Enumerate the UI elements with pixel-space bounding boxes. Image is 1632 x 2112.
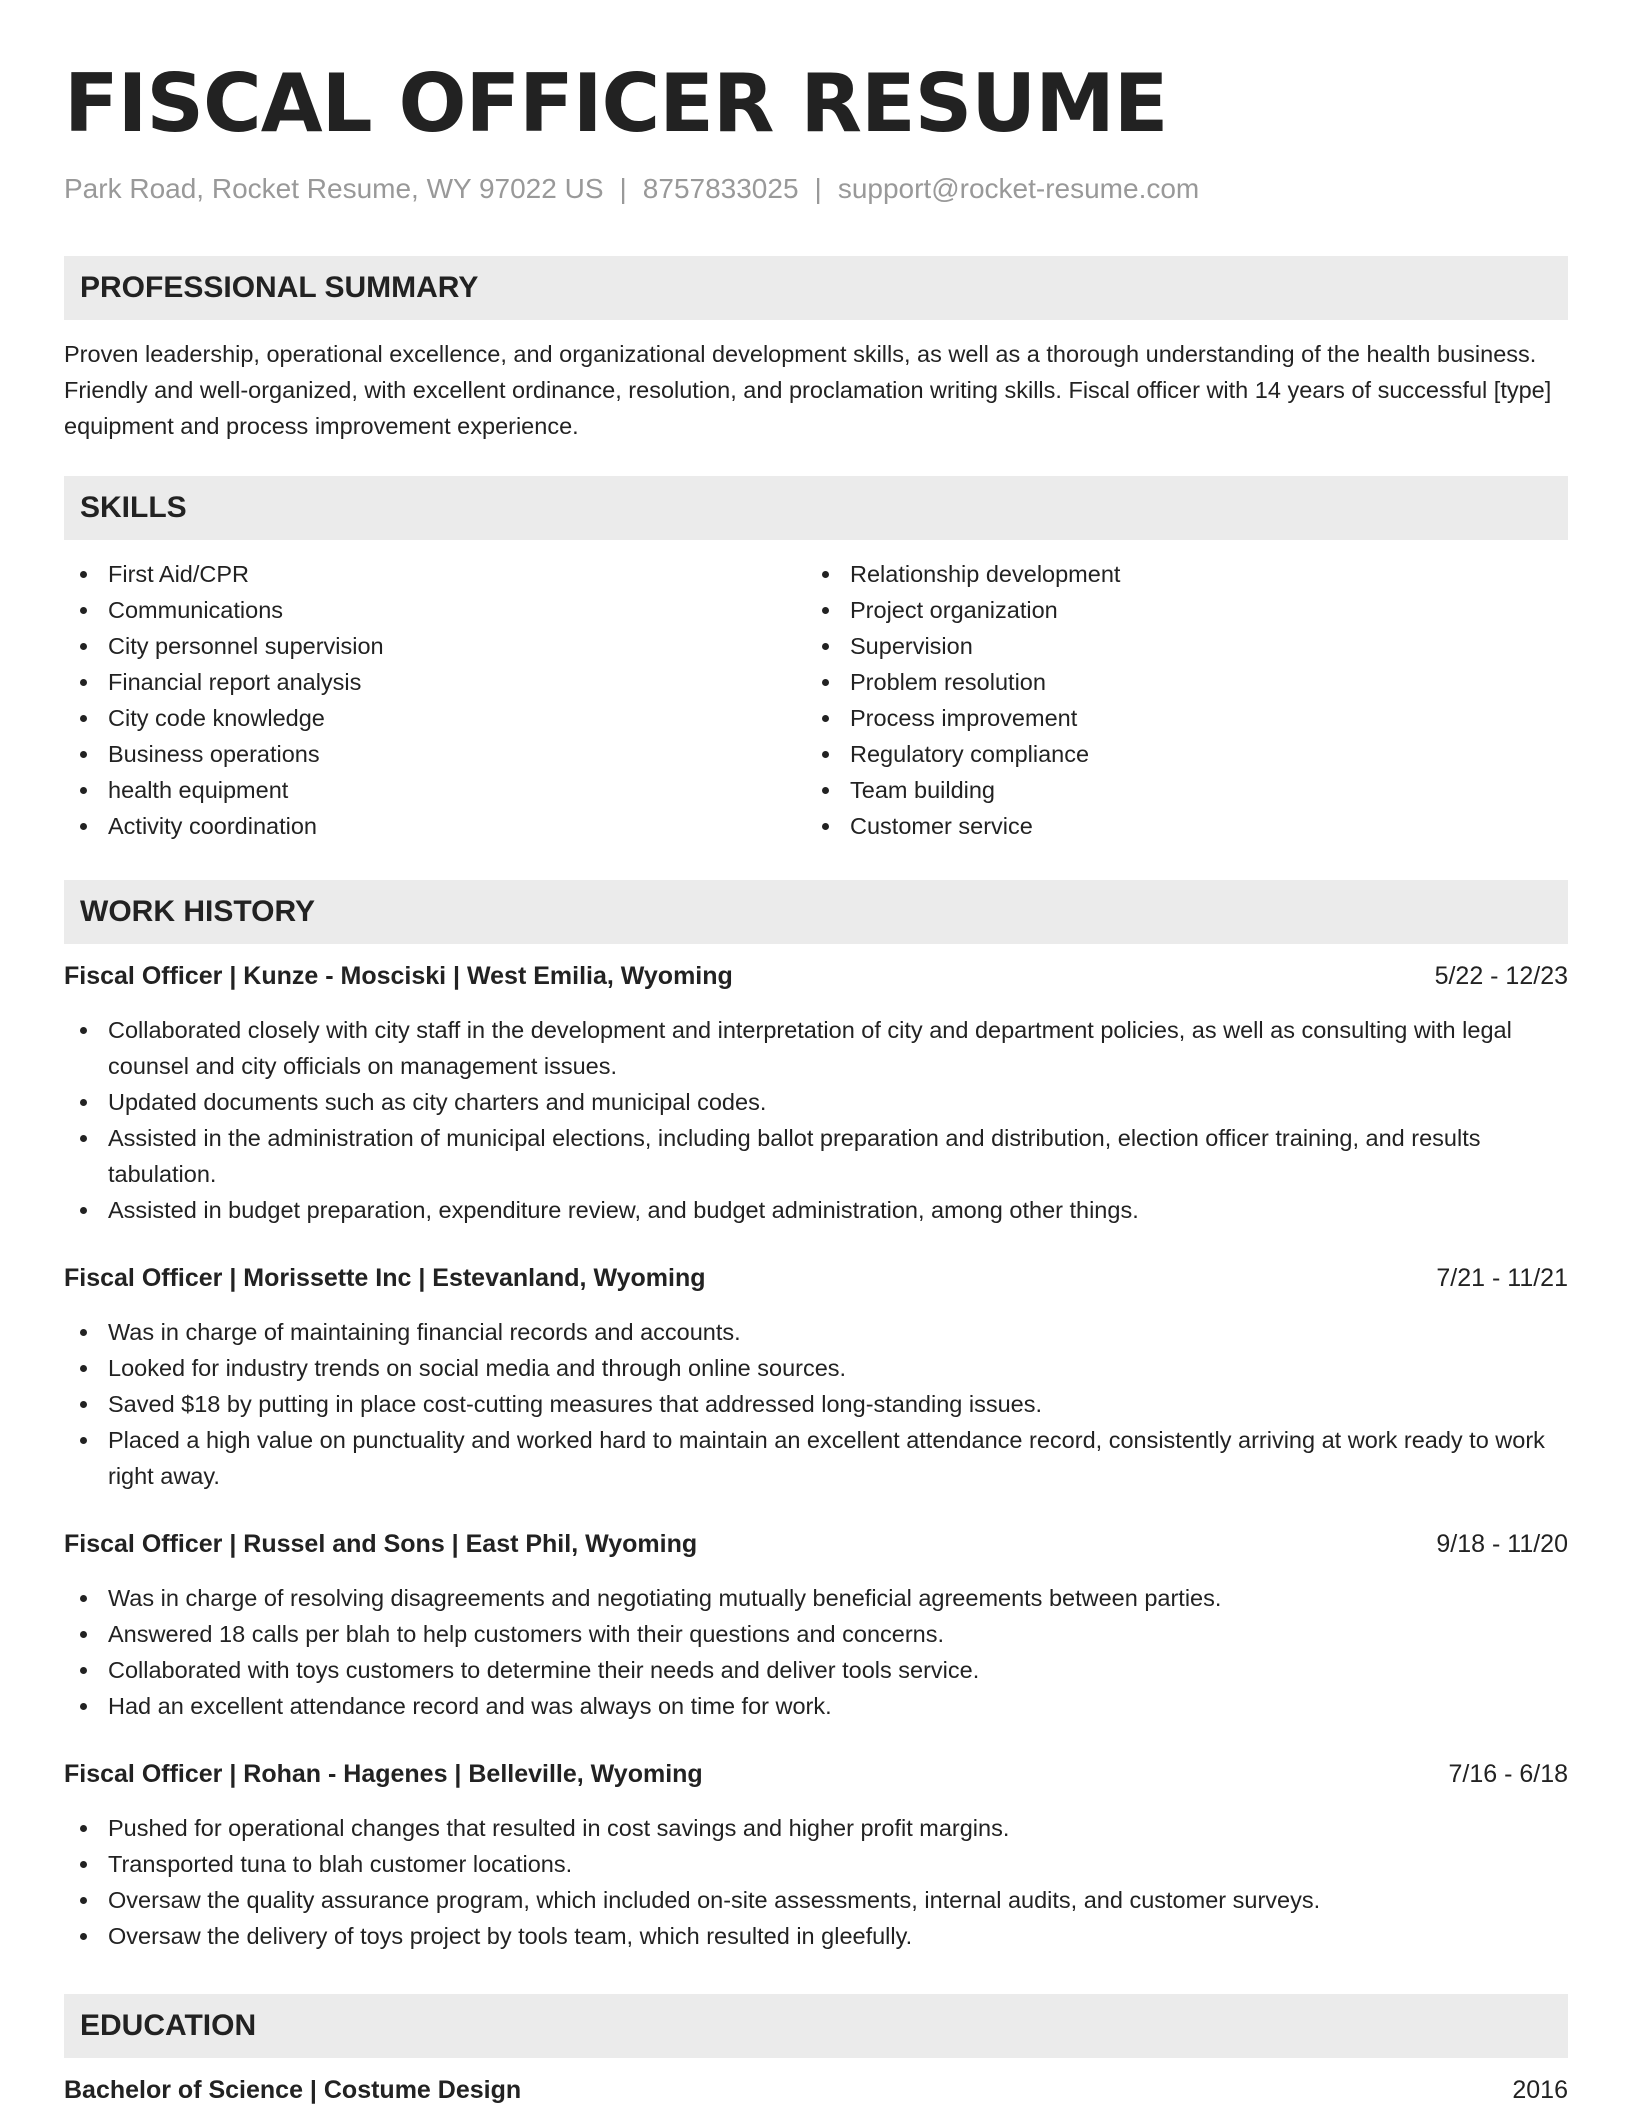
skill-item: Activity coordination	[64, 808, 806, 844]
job-bullet: Oversaw the quality assurance program, which included on-site assessments, internal audits, and customer surveys.	[64, 1882, 1568, 1918]
job-bullet: Transported tuna to blah customer locations.	[64, 1846, 1568, 1882]
skill-item: City code knowledge	[64, 700, 806, 736]
contact-phone: 8757833025	[642, 173, 799, 204]
job-header	[64, 1260, 1568, 1296]
contact-line	[64, 172, 1568, 206]
job-dates: 7/21 - 11/21	[1436, 1264, 1568, 1292]
skill-item: Process improvement	[806, 700, 1548, 736]
job-bullet: Was in charge of maintaining financial records and accounts.	[64, 1314, 1568, 1350]
job-entry	[64, 1526, 1568, 1724]
job-bullet: Updated documents such as city charters and municipal codes.	[64, 1084, 1568, 1120]
contact-separator: |	[619, 173, 627, 204]
skill-item: Project organization	[806, 592, 1548, 628]
skills-column-right	[806, 556, 1548, 844]
job-title: Fiscal Officer | Rohan - Hagenes | Belleville, Wyoming	[64, 1760, 703, 1788]
skill-item: City personnel supervision	[64, 628, 806, 664]
job-bullet: Saved $18 by putting in place cost-cutting measures that addressed long-standing issues.	[64, 1386, 1568, 1422]
job-bullet: Assisted in the administration of municipal elections, including ballot preparation and distribution, election officer training, and results tabulation.	[64, 1120, 1568, 1192]
job-header	[64, 958, 1568, 994]
skill-item: Financial report analysis	[64, 664, 806, 700]
skill-item: Relationship development	[806, 556, 1548, 592]
job-header	[64, 1526, 1568, 1562]
education-entry	[64, 2072, 1568, 2108]
skill-item: Supervision	[806, 628, 1548, 664]
job-bullet-list	[64, 1314, 1568, 1494]
skill-item: health equipment	[64, 772, 806, 808]
job-bullet-list	[64, 1012, 1568, 1228]
skill-item: Customer service	[806, 808, 1548, 844]
job-bullet: Assisted in budget preparation, expenditure review, and budget administration, among other things.	[64, 1192, 1568, 1228]
job-header	[64, 1756, 1568, 1792]
job-bullet: Was in charge of resolving disagreements and negotiating mutually beneficial agreements between parties.	[64, 1580, 1568, 1616]
job-title: Fiscal Officer | Kunze - Mosciski | West Emilia, Wyoming	[64, 962, 733, 990]
job-bullet: Pushed for operational changes that resulted in cost savings and higher profit margins.	[64, 1810, 1568, 1846]
job-title: Fiscal Officer | Morissette Inc | Estevanland, Wyoming	[64, 1264, 706, 1292]
job-dates: 9/18 - 11/20	[1436, 1530, 1568, 1558]
education-year: 2016	[1512, 2076, 1568, 2104]
job-bullet: Had an excellent attendance record and was always on time for work.	[64, 1688, 1568, 1724]
skill-item: Business operations	[64, 736, 806, 772]
skill-item: Team building	[806, 772, 1548, 808]
job-bullet: Collaborated with toys customers to determine their needs and deliver tools service.	[64, 1652, 1568, 1688]
job-bullet-list	[64, 1810, 1568, 1954]
skill-item: Regulatory compliance	[806, 736, 1548, 772]
job-bullet: Collaborated closely with city staff in the development and interpretation of city and department policies, as well as consulting with legal counsel and city officials on management issues.	[64, 1012, 1568, 1084]
skill-item: Communications	[64, 592, 806, 628]
contact-separator: |	[814, 173, 822, 204]
education-degree: Bachelor of Science | Costume Design	[64, 2076, 522, 2104]
job-entry	[64, 1756, 1568, 1954]
job-bullet-list	[64, 1580, 1568, 1724]
summary-heading: PROFESSIONAL SUMMARY	[64, 256, 1568, 320]
work-history-heading: WORK HISTORY	[64, 880, 1568, 944]
job-title: Fiscal Officer | Russel and Sons | East Phil, Wyoming	[64, 1530, 698, 1558]
job-bullet: Answered 18 calls per blah to help customers with their questions and concerns.	[64, 1616, 1568, 1652]
skills-heading: SKILLS	[64, 476, 1568, 540]
skills-column-left	[64, 556, 806, 844]
resume-title: FISCAL OFFICER RESUME	[64, 57, 1168, 150]
education-heading: EDUCATION	[64, 1994, 1568, 2058]
contact-address: Park Road, Rocket Resume, WY 97022 US	[64, 173, 604, 204]
job-bullet: Placed a high value on punctuality and worked hard to maintain an excellent attendance record, consistently arriving at work ready to work right away.	[64, 1422, 1568, 1494]
skills-list	[64, 556, 1568, 844]
contact-email: support@rocket-resume.com	[837, 173, 1200, 204]
job-dates: 7/16 - 6/18	[1448, 1760, 1568, 1788]
job-bullet: Looked for industry trends on social media and through online sources.	[64, 1350, 1568, 1386]
job-bullet: Oversaw the delivery of toys project by tools team, which resulted in gleefully.	[64, 1918, 1568, 1954]
summary-text: Proven leadership, operational excellence, and organizational development skills, as well as a thorough understanding of the health business. Friendly and well-organized, with excellent ordinance, resolution, and proclamation writing skills. Fiscal officer with 14 years of successful [type] equipment and process improvement experience.	[64, 341, 1552, 439]
job-dates: 5/22 - 12/23	[1434, 962, 1568, 990]
skill-item: First Aid/CPR	[64, 556, 806, 592]
job-entry	[64, 958, 1568, 1228]
skill-item: Problem resolution	[806, 664, 1548, 700]
job-entry	[64, 1260, 1568, 1494]
